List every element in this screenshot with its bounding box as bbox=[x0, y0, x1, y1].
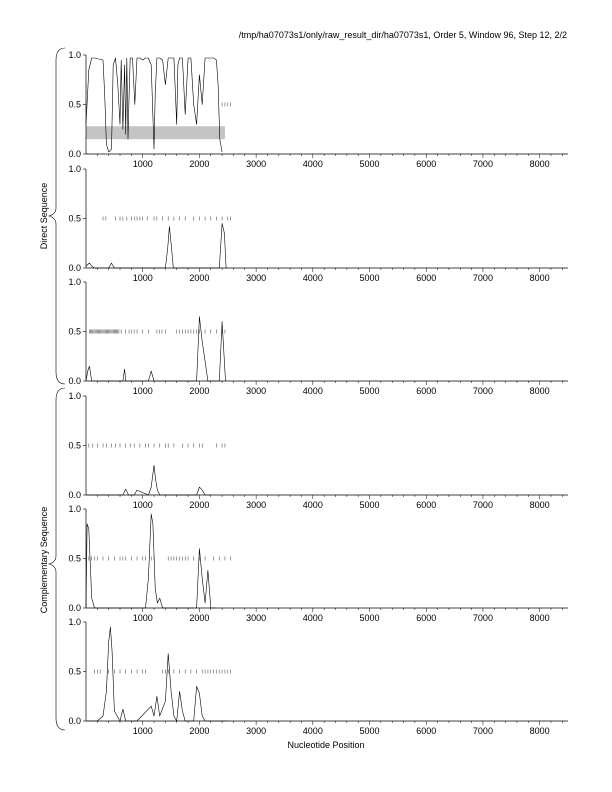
y-tick-label: 0.0 bbox=[68, 149, 81, 159]
y-tick-label: 0.5 bbox=[68, 99, 81, 110]
x-tick-label: 5000 bbox=[359, 613, 380, 623]
x-tick-label: 8000 bbox=[529, 159, 550, 169]
x-tick-label: 5000 bbox=[359, 726, 380, 736]
x-tick-label: 3000 bbox=[246, 386, 267, 396]
x-tick-label: 4000 bbox=[302, 500, 323, 510]
x-tick-label: 4000 bbox=[302, 726, 323, 736]
x-tick-label: 2000 bbox=[189, 726, 210, 736]
panel-1 bbox=[68, 50, 568, 169]
direct-sequence-label: Direct Sequence bbox=[39, 182, 49, 250]
x-tick-label: 1000 bbox=[132, 613, 153, 623]
probability-line bbox=[86, 514, 216, 608]
x-tick-label: 1000 bbox=[132, 500, 153, 510]
x-tick-label: 8000 bbox=[529, 273, 550, 283]
x-tick-label: 8000 bbox=[529, 386, 550, 396]
x-tick-label: 2000 bbox=[189, 273, 210, 283]
group-brackets bbox=[39, 48, 65, 730]
x-tick-label: 6000 bbox=[416, 273, 437, 283]
y-tick-label: 1.0 bbox=[68, 617, 81, 627]
y-tick-label: 1.0 bbox=[68, 504, 81, 514]
x-tick-label: 7000 bbox=[472, 386, 493, 396]
x-tick-label: 6000 bbox=[416, 386, 437, 396]
x-tick-label: 7000 bbox=[472, 500, 493, 510]
x-tick-label: 3000 bbox=[246, 726, 267, 736]
highlight-band bbox=[86, 126, 225, 139]
panels-container bbox=[68, 50, 568, 736]
x-tick-label: 8000 bbox=[529, 500, 550, 510]
probability-line bbox=[86, 317, 226, 381]
y-tick-label: 0.5 bbox=[68, 440, 81, 451]
x-tick-label: 3000 bbox=[246, 159, 267, 169]
y-tick-label: 0.5 bbox=[68, 213, 81, 224]
page-title: /tmp/ha07073s1/only/raw_result_dir/ha07073s1, Order 5, Window 96, Step 12, 2/2 bbox=[238, 30, 567, 40]
x-tick-label: 2000 bbox=[189, 386, 210, 396]
x-tick-label: 7000 bbox=[472, 726, 493, 736]
y-tick-label: 1.0 bbox=[68, 277, 81, 287]
x-tick-label: 8000 bbox=[529, 613, 550, 623]
x-tick-label: 7000 bbox=[472, 273, 493, 283]
y-tick-label: 0.0 bbox=[68, 263, 81, 273]
x-tick-label: 1000 bbox=[132, 386, 153, 396]
y-tick-label: 0.5 bbox=[68, 553, 81, 564]
x-tick-label: 7000 bbox=[472, 159, 493, 169]
panel-2 bbox=[68, 164, 568, 283]
x-tick-label: 8000 bbox=[529, 726, 550, 736]
x-tick-label: 6000 bbox=[416, 726, 437, 736]
x-tick-label: 6000 bbox=[416, 159, 437, 169]
y-tick-label: 0.0 bbox=[68, 490, 81, 500]
probability-line bbox=[86, 627, 228, 721]
y-tick-label: 0.5 bbox=[68, 326, 81, 337]
y-tick-label: 1.0 bbox=[68, 391, 81, 401]
x-tick-label: 1000 bbox=[132, 726, 153, 736]
y-tick-label: 0.5 bbox=[68, 666, 81, 677]
x-tick-label: 2000 bbox=[189, 500, 210, 510]
x-tick-label: 1000 bbox=[132, 273, 153, 283]
x-tick-label: 4000 bbox=[302, 273, 323, 283]
x-tick-label: 6000 bbox=[416, 500, 437, 510]
x-tick-label: 2000 bbox=[189, 159, 210, 169]
x-tick-label: 4000 bbox=[302, 613, 323, 623]
panel-3 bbox=[68, 277, 568, 396]
x-tick-label: 7000 bbox=[472, 613, 493, 623]
y-tick-label: 1.0 bbox=[68, 50, 81, 60]
x-axis-label: Nucleotide Position bbox=[287, 740, 365, 750]
x-tick-label: 5000 bbox=[359, 159, 380, 169]
x-tick-label: 1000 bbox=[132, 159, 153, 169]
y-tick-label: 0.0 bbox=[68, 376, 81, 386]
panel-5 bbox=[68, 504, 568, 623]
panel-6 bbox=[68, 617, 568, 736]
y-tick-label: 0.0 bbox=[68, 603, 81, 613]
probability-line bbox=[86, 223, 228, 268]
x-tick-label: 3000 bbox=[246, 613, 267, 623]
y-tick-label: 0.0 bbox=[68, 716, 81, 726]
y-tick-label: 1.0 bbox=[68, 164, 81, 174]
x-tick-label: 4000 bbox=[302, 386, 323, 396]
x-tick-label: 5000 bbox=[359, 500, 380, 510]
x-tick-label: 5000 bbox=[359, 273, 380, 283]
x-tick-label: 3000 bbox=[246, 273, 267, 283]
panel-4 bbox=[68, 391, 568, 510]
x-tick-label: 5000 bbox=[359, 386, 380, 396]
x-tick-label: 2000 bbox=[189, 613, 210, 623]
complementary-sequence-label: Complementary Sequence bbox=[39, 506, 49, 614]
complementary-sequence-bracket bbox=[49, 388, 65, 730]
x-tick-label: 4000 bbox=[302, 159, 323, 169]
x-tick-label: 6000 bbox=[416, 613, 437, 623]
probability-line bbox=[86, 465, 211, 495]
direct-sequence-bracket bbox=[49, 48, 65, 384]
x-tick-label: 3000 bbox=[246, 500, 267, 510]
